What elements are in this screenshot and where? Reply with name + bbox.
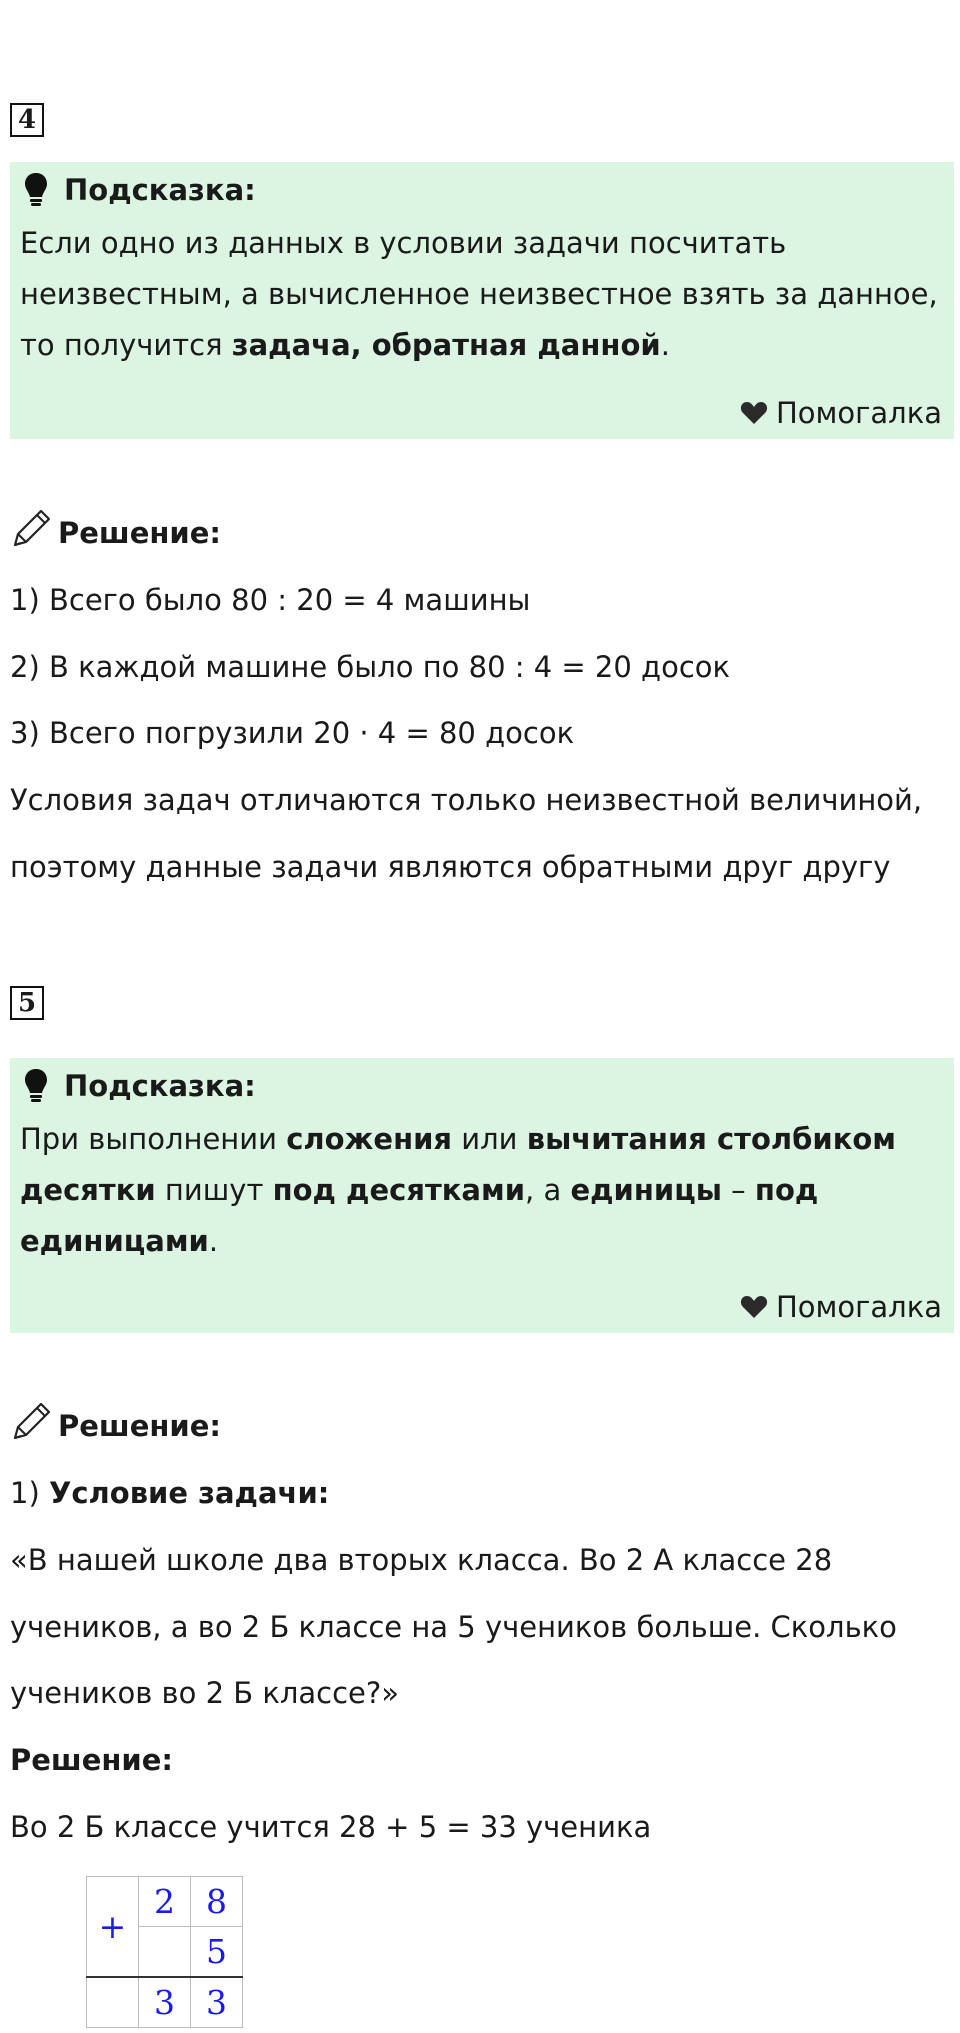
hint-title: Подсказка: xyxy=(64,173,256,207)
solution-line: 3) Всего погрузили 20 · 4 = 80 досок xyxy=(10,716,575,750)
column-addition xyxy=(86,1876,243,2028)
solution-line: 1) Всего было 80 : 20 = 4 машины xyxy=(10,583,531,617)
pencil-icon xyxy=(10,1399,54,1443)
hint-text: При выполнении сложения или вычитания столбиком десятки пишут под десятками, а единицы – под единицами. xyxy=(20,1122,897,1258)
hint-box-5 xyxy=(10,1058,954,1333)
lightbulb-icon xyxy=(24,172,48,208)
hint-title-row xyxy=(20,1058,942,1114)
hint-text: Если одно из данных в условии задачи посчитать неизвестным, а вычисленное неизвестное взять за данное, то получится задача, обратная данной. xyxy=(20,226,938,362)
lightbulb-icon xyxy=(24,1068,48,1104)
hint-box-4 xyxy=(10,162,954,439)
problem-line: учеников, а во 2 Б классе на 5 учеников больше. Сколько xyxy=(10,1610,897,1644)
problem-line: «В нашей школе два вторых класса. Во 2 А классе 28 xyxy=(10,1543,833,1577)
digit-cell: 3 xyxy=(139,1977,191,2028)
heart-icon xyxy=(740,1294,768,1320)
digit-cell: 5 xyxy=(191,1927,243,1978)
digit-cell: 8 xyxy=(191,1877,243,1927)
pencil-icon xyxy=(10,506,54,550)
digit-cell xyxy=(139,1927,191,1978)
answer-line: Во 2 Б классе учится 28 + 5 = 33 ученика xyxy=(10,1810,652,1844)
task-number-5: 5 xyxy=(10,986,44,1020)
solution-line: поэтому данные задачи являются обратными друг другу xyxy=(10,850,891,884)
solution-line: Условия задач отличаются только неизвестной величиной, xyxy=(10,783,923,817)
solution-title: Решение: xyxy=(10,1403,221,1443)
operator-cell: + xyxy=(87,1877,139,1978)
heart-icon xyxy=(740,400,768,426)
pomogalka-link[interactable]: Помогалка xyxy=(740,1287,942,1327)
hint-title: Подсказка: xyxy=(64,1069,256,1103)
task-number-4: 4 xyxy=(10,103,44,137)
problem-line: учеников во 2 Б классе?» xyxy=(10,1676,400,1710)
digit-cell: 2 xyxy=(139,1877,191,1927)
empty-cell xyxy=(87,1977,139,2028)
answer-label: Решение: xyxy=(10,1743,174,1777)
solution-line: 2) В каждой машине было по 80 : 4 = 20 досок xyxy=(10,650,731,684)
hint-title-row xyxy=(20,162,942,218)
digit-cell: 3 xyxy=(191,1977,243,2028)
pomogalka-link[interactable]: Помогалка xyxy=(740,393,942,433)
solution-title: Решение: xyxy=(10,510,221,550)
step-heading: 1) Условие задачи: xyxy=(10,1476,330,1510)
